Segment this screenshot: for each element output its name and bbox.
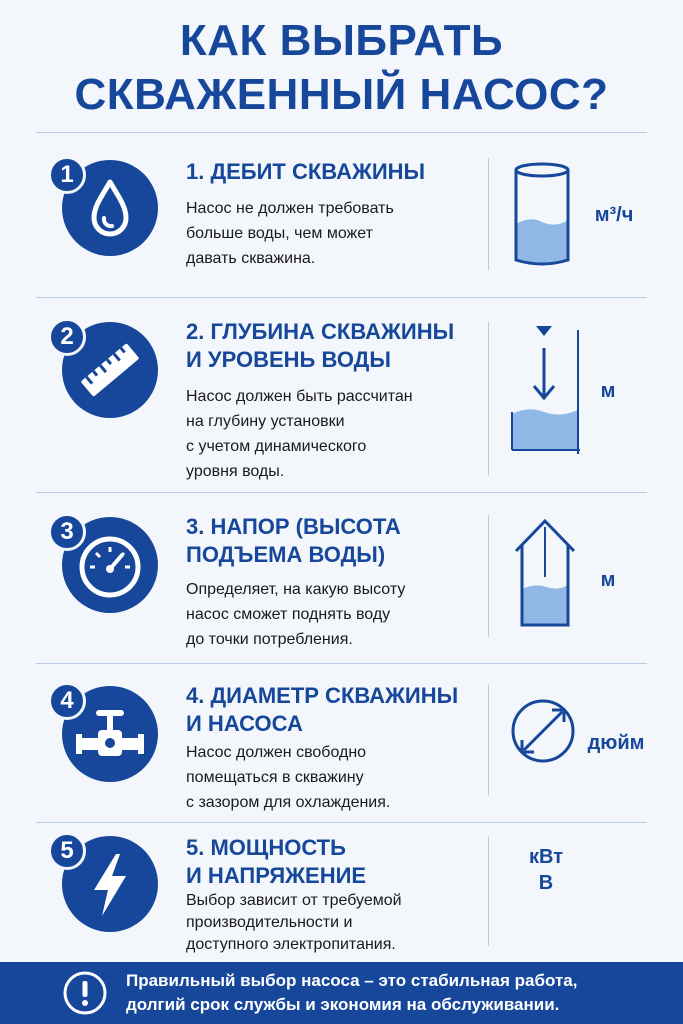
- description-line: с зазором для охлаждения.: [186, 794, 391, 811]
- divider: [36, 822, 647, 823]
- vertical-divider: [488, 322, 489, 476]
- heading-line: 5. МОЩНОСТЬ: [186, 835, 346, 860]
- section-description: [186, 384, 413, 484]
- unit-line: м³/ч: [594, 204, 634, 226]
- section-heading: [186, 682, 458, 738]
- step-number-badge: 5: [48, 832, 86, 870]
- description-line: Насос должен свободно: [186, 744, 367, 761]
- vertical-divider: [488, 158, 489, 270]
- title-line-1: КАК ВЫБРАТЬ: [179, 16, 504, 65]
- description-line: Выбор зависит от требуемой: [186, 892, 402, 909]
- glass-icon: [510, 160, 574, 270]
- page-title: [0, 14, 683, 122]
- heading-line: 4. ДИАМЕТР СКВАЖИНЫ: [186, 683, 459, 708]
- description-line: давать скважина.: [186, 250, 316, 267]
- section-well-yield: [0, 148, 683, 298]
- unit-line: м: [600, 569, 616, 591]
- description-line: уровня воды.: [186, 463, 285, 480]
- section-diameter: [0, 676, 683, 822]
- description-line: помещаться в скважину: [186, 769, 364, 786]
- section-head-height: [0, 505, 683, 663]
- section-description: [186, 577, 405, 652]
- divider: [36, 132, 647, 133]
- description-line: до точки потребления.: [186, 631, 353, 648]
- description-line: с учетом динамического: [186, 438, 367, 455]
- section-description: [186, 740, 390, 815]
- divider: [36, 663, 647, 664]
- unit-label: [580, 732, 652, 755]
- footer-line: долгий срок службы и экономия на обслуживании.: [126, 995, 560, 1014]
- unit-line: В: [538, 872, 554, 894]
- footer-text: [126, 969, 577, 1017]
- step-number-badge: 2: [48, 318, 86, 356]
- footer-line: Правильный выбор насоса – это стабильная работа,: [126, 971, 578, 990]
- description-line: доступного электропитания.: [186, 936, 396, 953]
- depth-gauge-icon: [506, 324, 586, 458]
- heading-line: И НАСОСА: [186, 711, 303, 736]
- section-heading: [186, 318, 454, 374]
- step-number-badge: 1: [48, 156, 86, 194]
- unit-line: дюйм: [587, 732, 645, 754]
- unit-label: [588, 569, 628, 592]
- section-depth-water-level: [0, 310, 683, 492]
- step-number-badge: 4: [48, 682, 86, 720]
- section-description: [186, 196, 394, 271]
- title-line-2: СКВАЖЕННЫЙ НАСОС?: [74, 70, 609, 119]
- footer-banner: [0, 962, 683, 1024]
- section-heading: [186, 513, 401, 569]
- vertical-divider: [488, 836, 489, 946]
- description-line: больше воды, чем может: [186, 225, 373, 242]
- divider: [36, 492, 647, 493]
- unit-line: м: [600, 380, 616, 402]
- divider: [36, 297, 647, 298]
- unit-label: [588, 380, 628, 403]
- lift-height-icon: [512, 517, 578, 629]
- section-description: [186, 890, 402, 956]
- section-heading: [186, 834, 366, 890]
- unit-label: [516, 844, 576, 896]
- step-number-badge: 3: [48, 513, 86, 551]
- heading-line: 2. ГЛУБИНА СКВАЖИНЫ: [186, 319, 455, 344]
- heading-line: И УРОВЕНЬ ВОДЫ: [186, 347, 391, 372]
- unit-line: кВт: [529, 846, 563, 868]
- description-line: Определяет, на какую высоту: [186, 581, 406, 598]
- description-line: Насос не должен требовать: [186, 200, 394, 217]
- description-line: Насос должен быть рассчитан: [186, 388, 413, 405]
- heading-line: 3. НАПОР (ВЫСОТА: [186, 514, 401, 539]
- heading-line: ПОДЪЕМА ВОДЫ): [186, 542, 386, 567]
- diameter-icon: [508, 696, 578, 766]
- section-heading: [186, 158, 425, 186]
- vertical-divider: [488, 684, 489, 796]
- description-line: производительности и: [186, 914, 353, 931]
- description-line: на глубину установки: [186, 413, 345, 430]
- description-line: насос сможет поднять воду: [186, 606, 391, 623]
- exclamation-icon: [62, 970, 108, 1016]
- vertical-divider: [488, 515, 489, 637]
- unit-label: [584, 204, 644, 227]
- section-power-voltage: [0, 830, 683, 960]
- heading-line: 1. ДЕБИТ СКВАЖИНЫ: [186, 159, 426, 184]
- heading-line: И НАПРЯЖЕНИЕ: [186, 863, 367, 888]
